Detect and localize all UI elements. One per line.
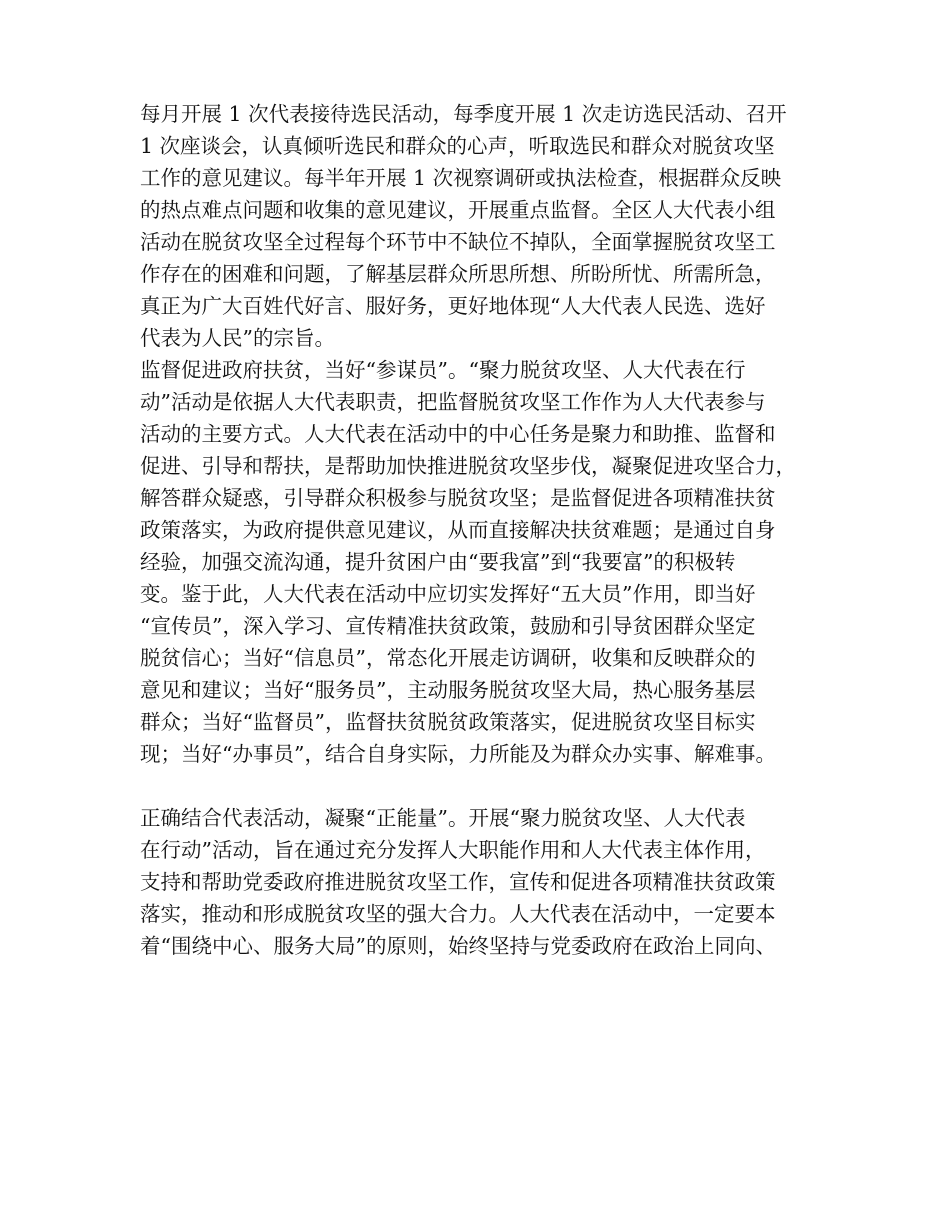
text-line: 现；当好“办事员”，结合自身实际，力所能及为群众办实事、解难事。 [140, 742, 776, 766]
text-line: 的热点难点问题和收集的意见建议，开展重点监督。全区人大代表小组 [140, 198, 776, 222]
text-line: 落实，推动和形成脱贫攻坚的强大合力。人大代表在活动中，一定要本 [140, 902, 776, 926]
text-line: 在行动”活动，旨在通过充分发挥人大职能作用和人大代表主体作用， [140, 838, 766, 862]
text-line: 着“围绕中心、服务大局”的原则，始终坚持与党委政府在政治上同向、 [140, 934, 776, 958]
text-line: 每月开展 1 次代表接待选民活动，每季度开展 1 次走访选民活动、召开 [140, 102, 787, 126]
text-line: 作存在的困难和问题，了解基层群众所思所想、所盼所忧、所需所急， [140, 262, 776, 286]
text-line: 1 次座谈会，认真倾听选民和群众的心声，听取选民和群众对脱贫攻坚 [140, 134, 775, 158]
text-line: 工作的意见建议。每半年开展 1 次视察调研或执法检查，根据群众反映 [140, 166, 782, 190]
text-line: 真正为广大百姓代好言、服好务，更好地体现“人大代表人民选、选好 [140, 294, 766, 318]
text-line: 政策落实，为政府提供意见建议，从而直接解决扶贫难题；是通过自身 [140, 518, 776, 542]
text-line: 活动的主要方式。人大代表在活动中的中心任务是聚力和助推、监督和 [140, 422, 776, 446]
text-line: 动”活动是依据人大代表职责，把监督脱贫攻坚工作作为人大代表参与 [140, 390, 766, 414]
text-line: 支持和帮助党委政府推进脱贫攻坚工作，宣传和促进各项精准扶贫政策 [140, 870, 776, 894]
text-line: 意见和建议；当好“服务员”，主动服务脱贫攻坚大局，热心服务基层 [140, 678, 756, 702]
text-line: 监督促进政府扶贫，当好“参谋员”。“聚力脱贫攻坚、人大代表在行 [140, 358, 746, 382]
text-line: 解答群众疑惑，引导群众积极参与脱贫攻坚；是监督促进各项精准扶贫 [140, 486, 776, 510]
text-line: 活动在脱贫攻坚全过程每个环节中不缺位不掉队，全面掌握脱贫攻坚工 [140, 230, 776, 254]
text-line: “宣传员”，深入学习、宣传精准扶贫政策，鼓励和引导贫困群众坚定 [140, 614, 756, 638]
text-line: 脱贫信心；当好“信息员”，常态化开展走访调研，收集和反映群众的 [140, 646, 756, 670]
text-line: 经验，加强交流沟通，提升贫困户由“要我富”到“我要富”的积极转 [140, 550, 736, 574]
text-line: 群众；当好“监督员”，监督扶贫脱贫政策落实，促进脱贫攻坚目标实 [140, 710, 756, 734]
text-line: 促进、引导和帮扶，是帮助加快推进脱贫攻坚步伐，凝聚促进攻坚合力， [140, 454, 796, 478]
text-line: 正确结合代表活动，凝聚“正能量”。开展“聚力脱贫攻坚、人大代表 [140, 806, 746, 830]
text-line: 变。鉴于此，人大代表在活动中应切实发挥好“五大员”作用，即当好 [140, 582, 756, 606]
text-line: 代表为人民”的宗旨。 [140, 326, 335, 350]
